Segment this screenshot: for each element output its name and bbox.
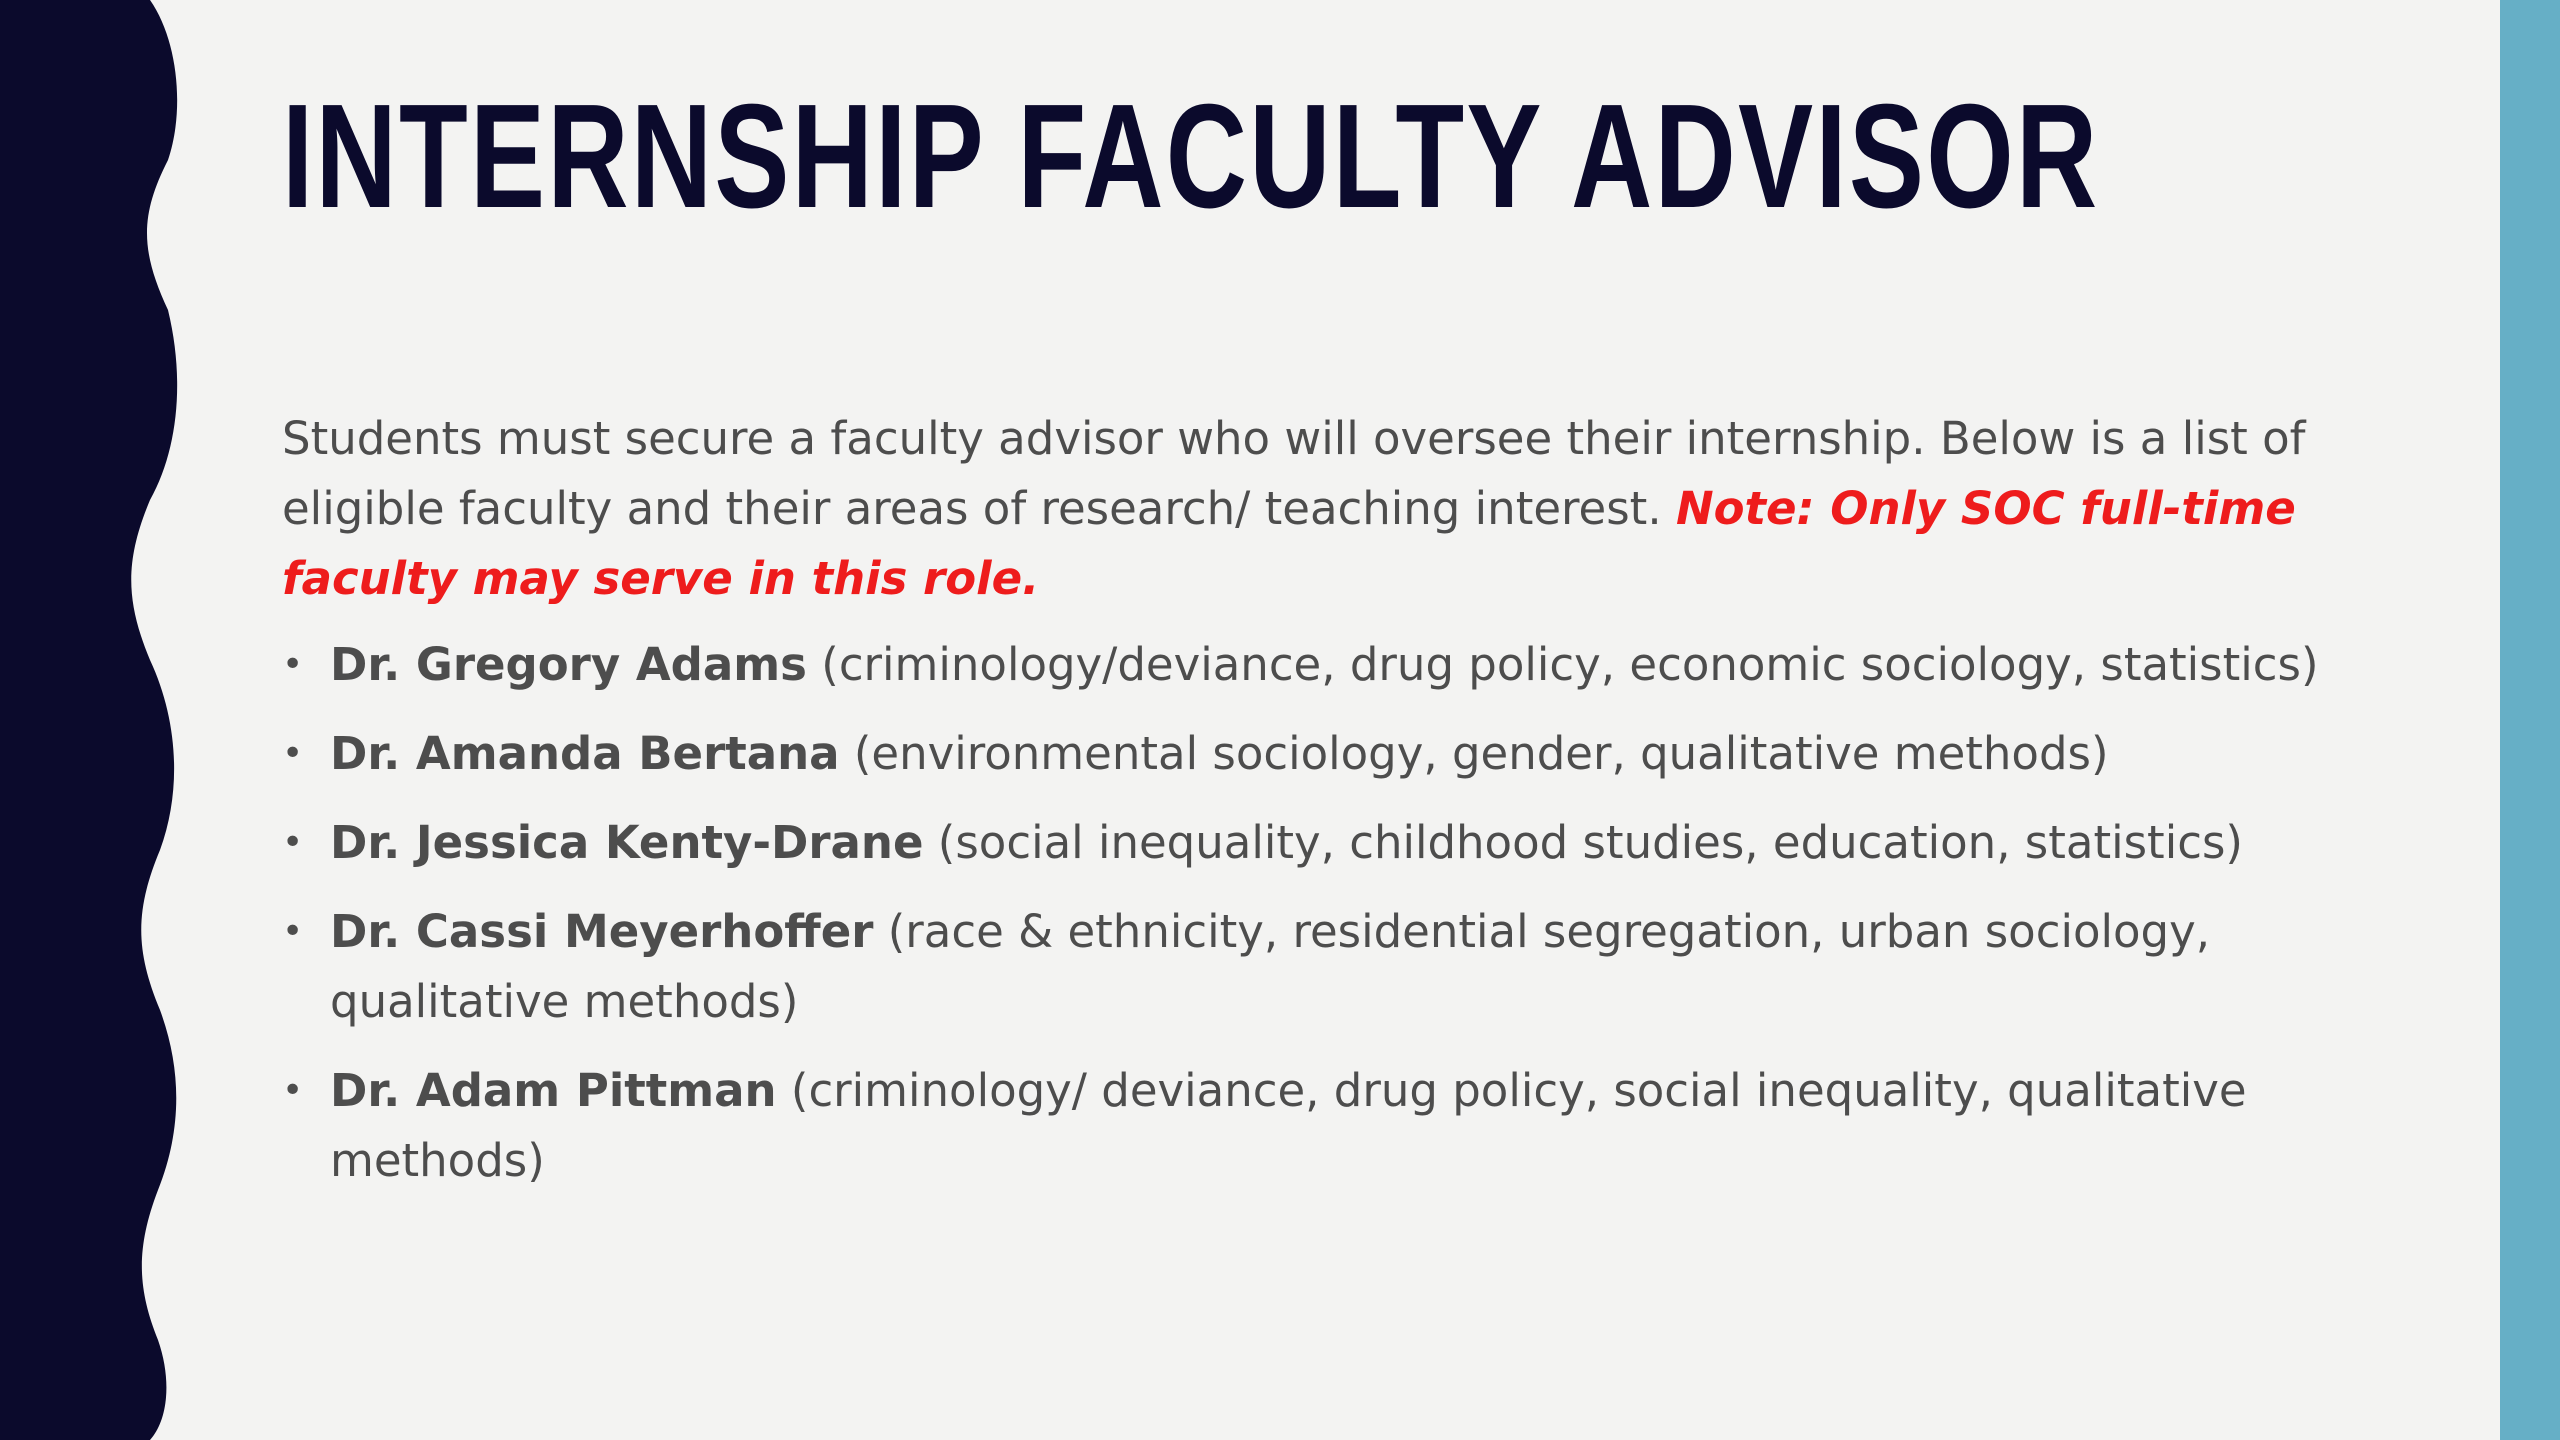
advisor-name: Dr. Jessica Kenty-Drane	[330, 816, 924, 869]
advisor-item	[282, 630, 2382, 700]
advisor-name: Dr. Amanda Bertana	[330, 727, 840, 780]
right-accent-bar	[2500, 0, 2560, 1440]
advisor-list	[282, 630, 2382, 1196]
bullet-icon: •	[282, 733, 304, 774]
slide-body	[282, 404, 2382, 1215]
advisor-item	[282, 808, 2382, 878]
advisor-name: Dr. Gregory Adams	[330, 638, 807, 691]
advisor-item	[282, 1056, 2382, 1196]
advisor-areas: (criminology/deviance, drug policy, economic sociology, statistics)	[806, 638, 2319, 691]
bullet-icon: •	[282, 644, 304, 685]
advisor-item	[282, 897, 2382, 1037]
intro-paragraph	[282, 404, 2382, 614]
slide-title: INTERNSHIP FACULTY ADVISOR	[282, 74, 2100, 239]
advisor-areas: (race & ethnicity, residential segregation, urban sociology, qualitative methods)	[330, 905, 2211, 1028]
advisor-name: Dr. Cassi Meyerhoffer	[330, 905, 874, 958]
advisor-areas: (criminology/ deviance, drug policy, social inequality, qualitative methods)	[330, 1064, 2247, 1187]
left-wave-band	[0, 0, 200, 1440]
advisor-areas: (social inequality, childhood studies, education, statistics)	[923, 816, 2243, 869]
bullet-icon: •	[282, 911, 304, 952]
bullet-icon: •	[282, 1070, 304, 1111]
advisor-name: Dr. Adam Pittman	[330, 1064, 777, 1117]
advisor-item	[282, 719, 2382, 789]
bullet-icon: •	[282, 822, 304, 863]
intro-text: Students must secure a faculty advisor who will oversee their internship. Below is a list of eligible faculty and their areas of research/ teaching interest.	[282, 412, 2306, 535]
note-text: Note: Only SOC full-time faculty may serve in this role.	[282, 482, 2296, 605]
advisor-areas: (environmental sociology, gender, qualitative methods)	[839, 727, 2109, 780]
